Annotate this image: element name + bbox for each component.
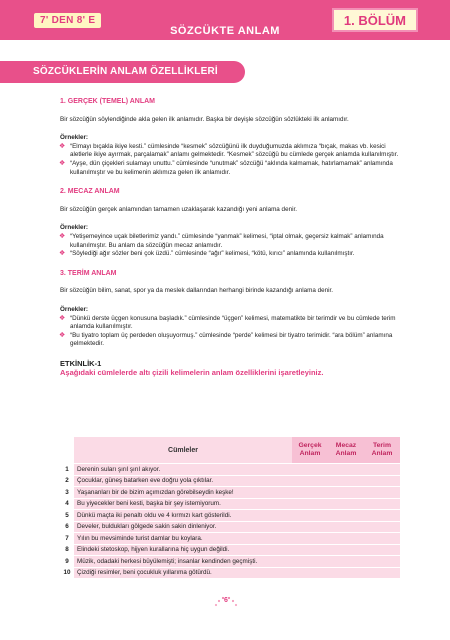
diamond-bullet-icon: ❖	[59, 142, 66, 150]
section-heading-gercek: 1. GERÇEK (TEMEL) ANLAM	[60, 98, 156, 105]
answer-cell-terim[interactable]	[364, 556, 400, 567]
sentence-cell: Dünkü maçta iki penaltı oldu ve 4 kırmızı kart gösterildi.	[74, 510, 292, 521]
row-number: 5	[60, 510, 74, 521]
list-item: ❖ “Söylediği ağır sözler beni çok üzdü.” cümlesinde “ağır” kelimesi, “kötü, kırıcı” anlamında kullanılmıştır.	[59, 250, 355, 258]
activity-title: ETKİNLİK-1	[60, 358, 102, 368]
answer-cell-gercek[interactable]	[292, 568, 328, 579]
answer-cell-terim[interactable]	[364, 545, 400, 556]
table-row	[60, 510, 400, 521]
answer-cell-mecaz[interactable]	[328, 522, 364, 533]
table-row	[60, 556, 400, 567]
row-number: 8	[60, 545, 74, 556]
answer-cell-gercek[interactable]	[292, 487, 328, 498]
activity-table	[60, 436, 400, 579]
column-header-terim: Terim Anlam	[364, 437, 400, 463]
column-header-sentences: Cümleler	[74, 437, 292, 463]
row-number: 9	[60, 556, 74, 567]
answer-cell-terim[interactable]	[364, 464, 400, 475]
diamond-bullet-icon: ❖	[59, 314, 66, 322]
row-number: 10	[60, 568, 74, 579]
row-number: 6	[60, 522, 74, 533]
activity-instruction: Aşağıdaki cümlelerde altı çizili kelimelerin anlam özelliklerini işaretleyiniz.	[60, 368, 324, 378]
list-item: ❖ “Elmayı bıçakla ikiye kesti.” cümlesinde “kesmek” sözcüğünü ilk duyduğumuzda aklımıza “bıçak, makas vb. kesici aletlerle ikiye ayırmak, parçalamak” anlamı gelmektedir. “Kesmek” sözcüğü bu cümlede gerçek anlamda kullanılmıştır.	[59, 142, 399, 159]
definition-terim: Bir sözcüğün bilim, sanat, spor ya da meslek dallarından herhangi birinde kazandığı anlama denir.	[60, 287, 334, 295]
answer-cell-terim[interactable]	[364, 487, 400, 498]
diamond-bullet-icon: ❖	[59, 331, 66, 339]
answer-cell-mecaz[interactable]	[328, 476, 364, 487]
answer-cell-terim[interactable]	[364, 568, 400, 579]
answer-cell-gercek[interactable]	[292, 464, 328, 475]
answer-cell-terim[interactable]	[364, 533, 400, 544]
answer-cell-gercek[interactable]	[292, 533, 328, 544]
table-row	[60, 464, 400, 475]
diamond-bullet-icon: ❖	[59, 159, 66, 167]
examples-label: Örnekler:	[60, 134, 88, 142]
answer-cell-mecaz[interactable]	[328, 545, 364, 556]
table-row	[60, 545, 400, 556]
answer-cell-terim[interactable]	[364, 522, 400, 533]
answer-cell-mecaz[interactable]	[328, 499, 364, 510]
top-header-bar	[0, 0, 450, 40]
diamond-bullet-icon: ❖	[59, 232, 66, 240]
answer-cell-gercek[interactable]	[292, 545, 328, 556]
grade-badge: 7' DEN 8' E	[34, 13, 101, 28]
answer-cell-gercek[interactable]	[292, 522, 328, 533]
answer-cell-terim[interactable]	[364, 476, 400, 487]
table-row	[60, 533, 400, 544]
example-list	[60, 233, 400, 259]
row-number: 7	[60, 533, 74, 544]
sentence-cell: Develer, buldukları gölgede sakin sakin dinleniyor.	[74, 522, 292, 533]
sentence-cell: Derenin suları şırıl şırıl akıyor.	[74, 464, 292, 475]
content-body	[60, 98, 400, 386]
examples-label: Örnekler:	[60, 305, 88, 313]
row-number: 4	[60, 499, 74, 510]
section-heading-mecaz: 2. MECAZ ANLAM	[60, 188, 120, 196]
table-row	[60, 522, 400, 533]
sentence-cell: Yılın bu mevsiminde turist damlar bu koylara.	[74, 533, 292, 544]
example-list	[60, 315, 400, 349]
list-item: ❖ “Ayşe, dün çiçekleri sulamayı unuttu.” cümlesinde “unutmak” sözcüğü “aklında kalmamak, hatırlamamak” anlamında kullanılmıştır ve bu kelimenin aklımıza gelen ilk anlamıdır.	[59, 159, 393, 176]
list-item: ❖ “Dünkü derste üçgen konusuna başladık.” cümlesinde “üçgen” kelimesi, matematikte bir terimdir ve bu cümlede terim anlamda kullanılmıştır.	[59, 314, 396, 331]
section-title: SÖZCÜKLERİN ANLAM ÖZELLİKLERİ	[33, 66, 218, 77]
unit-title: SÖZCÜKTE ANLAM	[170, 25, 280, 37]
examples-label: Örnekler:	[60, 224, 88, 232]
answer-cell-mecaz[interactable]	[328, 487, 364, 498]
answer-cell-mecaz[interactable]	[328, 556, 364, 567]
table-header-row	[60, 437, 400, 463]
column-header-gercek: Gerçek Anlam	[292, 437, 328, 463]
section-title-bar	[0, 61, 245, 83]
sentence-cell: Yaşananları bir de bizim açımızdan görebilseydin keşke!	[74, 487, 292, 498]
answer-cell-gercek[interactable]	[292, 476, 328, 487]
answer-cell-mecaz[interactable]	[328, 510, 364, 521]
list-item: ❖ “Yetişemeyince uçak biletlerimiz yandı.” cümlesinde “yanmak” kelimesi, “iptal olmak, geçersiz kalmak” anlamında kullanılmıştır. Bu anlam da sözcüğün mecaz anlamıdır.	[59, 232, 384, 249]
page-number: 6	[224, 597, 228, 604]
section-heading-terim: 3. TERİM ANLAM	[60, 269, 117, 277]
example-list	[60, 143, 400, 177]
answer-cell-terim[interactable]	[364, 510, 400, 521]
answer-cell-mecaz[interactable]	[328, 464, 364, 475]
diamond-bullet-icon: ❖	[59, 250, 66, 258]
sentence-cell: Elindeki stetoskop, hijyen kurallarına hiç uygun değildi.	[74, 545, 292, 556]
answer-cell-terim[interactable]	[364, 499, 400, 510]
answer-cell-mecaz[interactable]	[328, 533, 364, 544]
answer-cell-gercek[interactable]	[292, 556, 328, 567]
definition-mecaz: Bir sözcüğün gerçek anlamından tamamen uzaklaşarak kazandığı yeni anlama denir.	[60, 205, 297, 213]
table-row	[60, 499, 400, 510]
sentence-cell: Çocuklar, güneş batarken eve doğru yola çıktılar.	[74, 476, 292, 487]
sentence-cell: Bu yiyecekler beni kesti, başka bir şey istemiyorum.	[74, 499, 292, 510]
answer-cell-gercek[interactable]	[292, 499, 328, 510]
table-row	[60, 568, 400, 579]
definition-gercek: Bir sözcüğün söylendiğinde akla gelen ilk anlamıdır. Başka bir deyişle sözcüğün sözlükteki ilk anlamıdır.	[60, 115, 349, 123]
row-number: 3	[60, 487, 74, 498]
table-row	[60, 487, 400, 498]
chapter-badge: 1. BÖLÜM	[332, 8, 418, 32]
answer-cell-mecaz[interactable]	[328, 568, 364, 579]
sentence-cell: Çizdiği resimler, beni çocukluk yıllarıma götürdü.	[74, 568, 292, 579]
column-header-mecaz: Mecaz Anlam	[328, 437, 364, 463]
row-number: 2	[60, 476, 74, 487]
answer-cell-gercek[interactable]	[292, 510, 328, 521]
table-row	[60, 476, 400, 487]
list-item: ❖ “Bu tiyatro toplam üç perdeden oluşuyormuş.” cümlesinde “perde” kelimesi bir tiyatro terimidir. “ara bölüm” anlamına gelmektedir.	[59, 331, 393, 348]
row-number: 1	[60, 464, 74, 475]
sentence-cell: Müzik, odadaki herkesi büyülemişti; insanlar kendinden geçmişti.	[74, 556, 292, 567]
